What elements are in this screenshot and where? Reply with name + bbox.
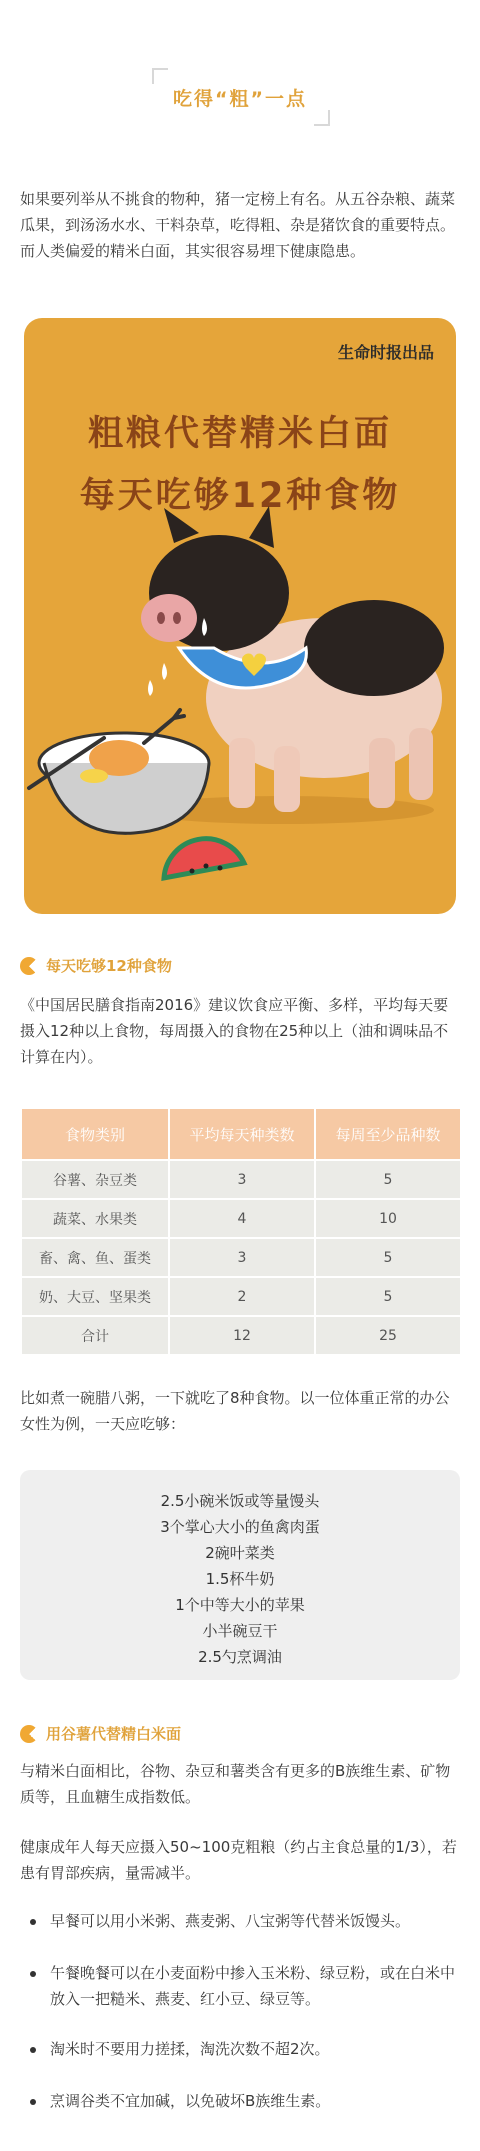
table-cell: 3 [169, 1160, 315, 1199]
pig-leg [409, 728, 433, 800]
table-header-cell: 平均每天种类数 [169, 1108, 315, 1160]
section-2-title: 用谷薯代替精白米面 [46, 1725, 182, 1743]
pig-leg [369, 738, 395, 808]
table-cell: 5 [315, 1277, 461, 1316]
bullet-dot [30, 1971, 36, 1977]
poster-headline-2: 每天吃够12种食物 [79, 476, 401, 516]
poster-headline-1: 粗粮代替精米白面 [87, 414, 392, 454]
pig-snout [141, 594, 197, 642]
table-cell: 畜、禽、鱼、蛋类 [21, 1238, 169, 1277]
pig-nostril [157, 612, 165, 624]
tear-drop [162, 663, 167, 680]
title-block [0, 40, 480, 150]
pig-ear [164, 508, 199, 543]
tip-item: 烹调谷类不宜加碱，以免破坏B族维生素。 [50, 2092, 331, 2110]
table-cell: 谷薯、杂豆类 [21, 1160, 169, 1199]
daily-intake-item: 3个掌心大小的鱼禽肉蛋 [160, 1518, 320, 1536]
watermelon-seed [218, 866, 223, 871]
tear-drop [148, 680, 153, 696]
section-2-paragraph-2: 健康成年人每天应摄入50~100克粗粮（约占主食总量的1/3），若患有胃部疾病，量需减半。 [20, 1838, 457, 1882]
table-header-row [21, 1108, 461, 1160]
table-cell: 25 [315, 1316, 461, 1355]
title-corner-bottom-right [314, 110, 330, 126]
daily-intake-box [20, 1470, 460, 1680]
pig-leg [274, 746, 300, 812]
table-header-cell: 每周至少品种数 [315, 1108, 461, 1160]
tip-item: 淘米时不要用力搓揉，淘洗次数不超2次。 [50, 2040, 330, 2058]
pacman-icon [20, 957, 38, 975]
table-cell: 合计 [21, 1316, 169, 1355]
table-cell: 蔬菜、水果类 [21, 1199, 169, 1238]
title-corner-top-left [152, 68, 168, 84]
table-cell: 5 [315, 1160, 461, 1199]
daily-intake-item: 2.5勺烹调油 [198, 1648, 282, 1666]
daily-intake-item: 1.5杯牛奶 [205, 1570, 275, 1588]
pig-leg [229, 738, 255, 808]
table-cell: 4 [169, 1199, 315, 1238]
table-cell: 奶、大豆、坚果类 [21, 1277, 169, 1316]
hero-poster [24, 318, 456, 914]
tip-item: 早餐可以用小米粥、燕麦粥、八宝粥等代替米饭馒头。 [50, 1912, 411, 1930]
poster-credit: 生命时报出品 [337, 343, 434, 362]
food-variety-table [20, 1107, 462, 1356]
bullet-dot [30, 1919, 36, 1925]
table-cell: 5 [315, 1238, 461, 1277]
watermelon-seed [204, 864, 209, 869]
pig-ear [249, 506, 274, 548]
pig-illustration [24, 318, 456, 914]
section-1-title: 每天吃够12种食物 [46, 957, 172, 975]
daily-intake-item: 2碗叶菜类 [205, 1544, 275, 1562]
egg-yolk [80, 769, 108, 783]
daily-intake-item: 小半碗豆干 [202, 1622, 278, 1640]
section-1-body: 《中国居民膳食指南2016》建议饮食应平衡、多样，平均每天要摄入12种以上食物，每周摄入的食物在25种以上（油和调味品不计算在内）。 [20, 996, 449, 1066]
daily-intake-item: 2.5小碗米饭或等量馒头 [160, 1492, 320, 1510]
table-row [21, 1199, 461, 1238]
example-paragraph: 比如煮一碗腊八粥，一下就吃了8种食物。以一位体重正常的办公女性为例，一天应吃够： [20, 1389, 450, 1433]
pig-back-spot [304, 600, 444, 696]
table-row [21, 1160, 461, 1199]
page-title: 吃得“粗”一点 [173, 88, 307, 110]
daily-intake-item: 1个中等大小的苹果 [175, 1596, 305, 1614]
bullet-dot [30, 2099, 36, 2105]
table-total-row [21, 1316, 461, 1355]
table-cell: 2 [169, 1277, 315, 1316]
section-2-paragraph-1: 与精米白面相比，谷物、杂豆和薯类含有更多的B族维生素、矿物质等，且血糖生成指数低。 [20, 1762, 451, 1806]
table-row [21, 1277, 461, 1316]
table-cell: 10 [315, 1199, 461, 1238]
bullet-dot [30, 2047, 36, 2053]
watermelon-icon [164, 839, 244, 878]
table-cell: 3 [169, 1238, 315, 1277]
watermelon-seed [190, 869, 195, 874]
tip-item: 午餐晚餐可以在小麦面粉中掺入玉米粉、绿豆粉，或在白米中放入一把糙米、燕麦、红小豆、绿豆等。 [50, 1964, 456, 2008]
table-cell: 12 [169, 1316, 315, 1355]
table-row [21, 1238, 461, 1277]
intro-paragraph: 如果要列举从不挑食的物种，猪一定榜上有名。从五谷杂粮、蔬菜瓜果，到汤汤水水、干料杂草，吃得粗、杂是猪饮食的重要特点。而人类偏爱的精米白面，其实很容易埋下健康隐患。 [20, 190, 456, 260]
pig-nostril [173, 612, 181, 624]
table-header-cell: 食物类别 [21, 1108, 169, 1160]
pacman-icon [20, 1725, 38, 1743]
